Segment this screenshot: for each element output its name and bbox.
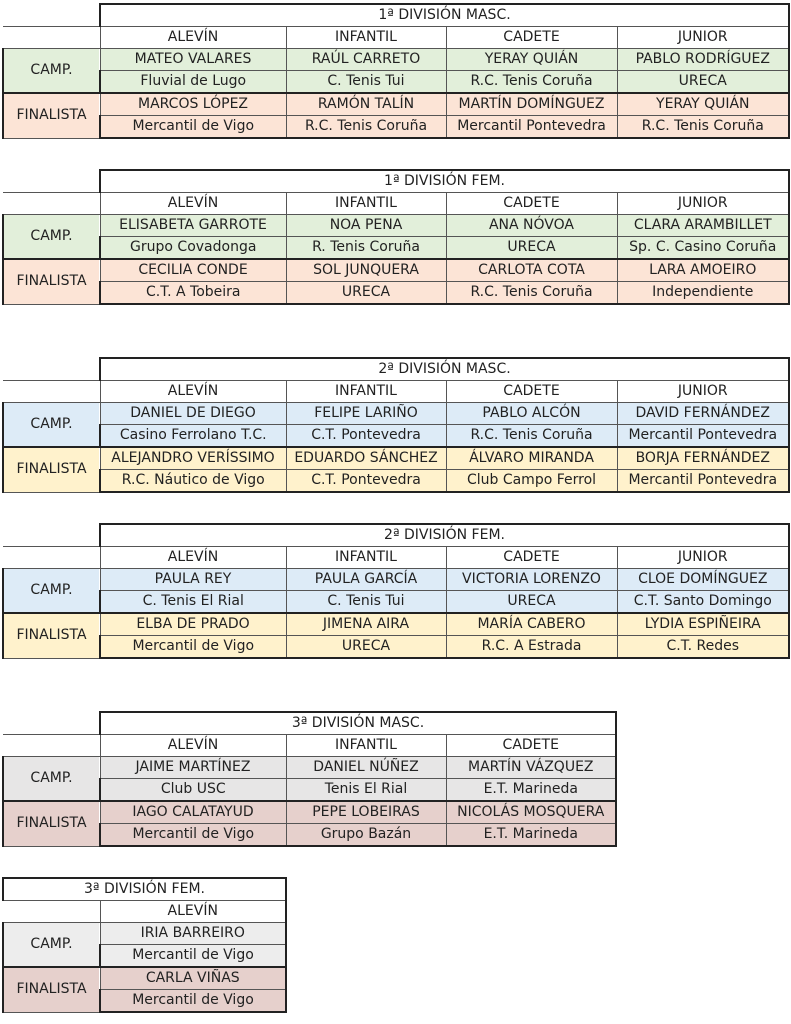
finalist-name: CARLOTA COTA [446,259,617,282]
category-header: ALEVÍN [100,901,286,923]
finalist-club: C.T. A Tobeira [100,282,286,305]
finalist-name: CARLA VIÑAS [100,967,286,990]
finalist-name: PEPE LOBEIRAS [286,801,446,824]
category-header: ALEVÍN [100,381,286,403]
category-header: ALEVÍN [100,735,286,757]
finalist-club: C.T. Pontevedra [286,470,446,493]
winner-club: Mercantil de Vigo [100,945,286,968]
winner-name: ELISABETA GARROTE [100,215,286,237]
finalist-club: Mercantil de Vigo [100,636,286,659]
finalist-club: R.C. Tenis Coruña [617,116,789,139]
finalist-name: IAGO CALATAYUD [100,801,286,824]
winner-name: MARTÍN VÁZQUEZ [446,757,616,779]
finalist-club: R.C. A Estrada [446,636,617,659]
camp-label: CAMP. [3,215,100,260]
camp-label: CAMP. [3,923,100,968]
winner-name: IRIA BARREIRO [100,923,286,945]
winner-name: PABLO ALCÓN [446,403,617,425]
finalist-club: Mercantil de Vigo [100,990,286,1013]
finalist-club: Grupo Bazán [286,824,446,847]
winner-name: PAULA REY [100,569,286,591]
table-1-division-masc [2,3,790,139]
winner-club: Club USC [100,779,286,802]
category-header: INFANTIL [286,193,446,215]
winner-club: Mercantil Pontevedra [617,425,789,448]
finalist-name: ÁLVARO MIRANDA [446,447,617,470]
winner-club: C. Tenis El Rial [100,591,286,614]
winner-name: ANA NÓVOA [446,215,617,237]
finalist-club: R.C. Náutico de Vigo [100,470,286,493]
finalist-club: R.C. Tenis Coruña [446,282,617,305]
table-3-division-masc [2,711,617,847]
table-title: 2ª DIVISIÓN MASC. [100,358,789,381]
finalista-label: FINALISTA [3,613,100,658]
camp-label: CAMP. [3,49,100,94]
winner-name: YERAY QUIÁN [446,49,617,71]
finalist-name: YERAY QUIÁN [617,93,789,116]
finalist-name: MARTÍN DOMÍNGUEZ [446,93,617,116]
finalista-label: FINALISTA [3,93,100,138]
table-title: 1ª DIVISIÓN MASC. [100,4,789,27]
finalist-club: R.C. Tenis Coruña [286,116,446,139]
finalist-name: LYDIA ESPIÑEIRA [617,613,789,636]
category-header: INFANTIL [286,27,446,49]
finalist-name: MARÍA CABERO [446,613,617,636]
category-header: JUNIOR [617,193,789,215]
category-header: CADETE [446,27,617,49]
category-header: INFANTIL [286,547,446,569]
winner-club: URECA [446,237,617,260]
category-header: CADETE [446,193,617,215]
table-title: 3ª DIVISIÓN FEM. [3,878,286,901]
category-header: JUNIOR [617,27,789,49]
table-title: 3ª DIVISIÓN MASC. [100,712,616,735]
finalist-name: NICOLÁS MOSQUERA [446,801,616,824]
table-2-division-fem [2,523,790,659]
winner-name: FELIPE LARIÑO [286,403,446,425]
category-header: INFANTIL [286,381,446,403]
finalist-name: CECILIA CONDE [100,259,286,282]
winner-name: NOA PENA [286,215,446,237]
winner-name: RAÚL CARRETO [286,49,446,71]
finalista-label: FINALISTA [3,259,100,304]
finalist-club: C.T. Redes [617,636,789,659]
winner-club: Fluvial de Lugo [100,71,286,94]
finalist-name: LARA AMOEIRO [617,259,789,282]
winner-name: CLOE DOMÍNGUEZ [617,569,789,591]
winner-name: JAIME MARTÍNEZ [100,757,286,779]
winner-name: VICTORIA LORENZO [446,569,617,591]
finalist-name: EDUARDO SÁNCHEZ [286,447,446,470]
table-title: 2ª DIVISIÓN FEM. [100,524,789,547]
finalist-club: URECA [286,636,446,659]
finalist-club: Club Campo Ferrol [446,470,617,493]
winner-club: C. Tenis Tui [286,591,446,614]
winner-name: PAULA GARCÍA [286,569,446,591]
table-3-division-fem [2,877,287,1013]
category-header: JUNIOR [617,381,789,403]
winner-name: DANIEL NÚÑEZ [286,757,446,779]
category-header: ALEVÍN [100,193,286,215]
finalist-club: URECA [286,282,446,305]
category-header: CADETE [446,735,616,757]
category-header: JUNIOR [617,547,789,569]
winner-name: CLARA ARAMBILLET [617,215,789,237]
category-header: ALEVÍN [100,27,286,49]
finalist-name: JIMENA AIRA [286,613,446,636]
winner-name: DANIEL DE DIEGO [100,403,286,425]
finalist-club: Mercantil de Vigo [100,824,286,847]
winner-club: Tenis El Rial [286,779,446,802]
winner-club: R.C. Tenis Coruña [446,425,617,448]
finalista-label: FINALISTA [3,447,100,492]
winner-club: URECA [617,71,789,94]
finalist-club: Mercantil Pontevedra [446,116,617,139]
category-header: ALEVÍN [100,547,286,569]
winner-club: R. Tenis Coruña [286,237,446,260]
finalist-name: ALEJANDRO VERÍSSIMO [100,447,286,470]
finalist-name: RAMÓN TALÍN [286,93,446,116]
finalist-name: MARCOS LÓPEZ [100,93,286,116]
winner-club: C.T. Pontevedra [286,425,446,448]
winner-club: URECA [446,591,617,614]
winner-name: PABLO RODRÍGUEZ [617,49,789,71]
category-header: CADETE [446,381,617,403]
winner-club: Casino Ferrolano T.C. [100,425,286,448]
camp-label: CAMP. [3,403,100,448]
winner-name: DAVID FERNÁNDEZ [617,403,789,425]
winner-club: C.T. Santo Domingo [617,591,789,614]
finalist-name: SOL JUNQUERA [286,259,446,282]
finalist-club: Independiente [617,282,789,305]
finalista-label: FINALISTA [3,801,100,846]
winner-club: Grupo Covadonga [100,237,286,260]
finalist-name: ELBA DE PRADO [100,613,286,636]
winner-club: C. Tenis Tui [286,71,446,94]
finalist-name: BORJA FERNÁNDEZ [617,447,789,470]
winner-club: R.C. Tenis Coruña [446,71,617,94]
winner-club: E.T. Marineda [446,779,616,802]
table-title: 1ª DIVISIÓN FEM. [100,170,789,193]
finalist-club: Mercantil de Vigo [100,116,286,139]
table-1-division-fem [2,169,790,305]
winner-club: Sp. C. Casino Coruña [617,237,789,260]
camp-label: CAMP. [3,757,100,802]
camp-label: CAMP. [3,569,100,614]
finalist-club: Mercantil Pontevedra [617,470,789,493]
category-header: INFANTIL [286,735,446,757]
finalist-club: E.T. Marineda [446,824,616,847]
category-header: CADETE [446,547,617,569]
finalista-label: FINALISTA [3,967,100,1012]
table-2-division-masc [2,357,790,493]
winner-name: MATEO VALARES [100,49,286,71]
